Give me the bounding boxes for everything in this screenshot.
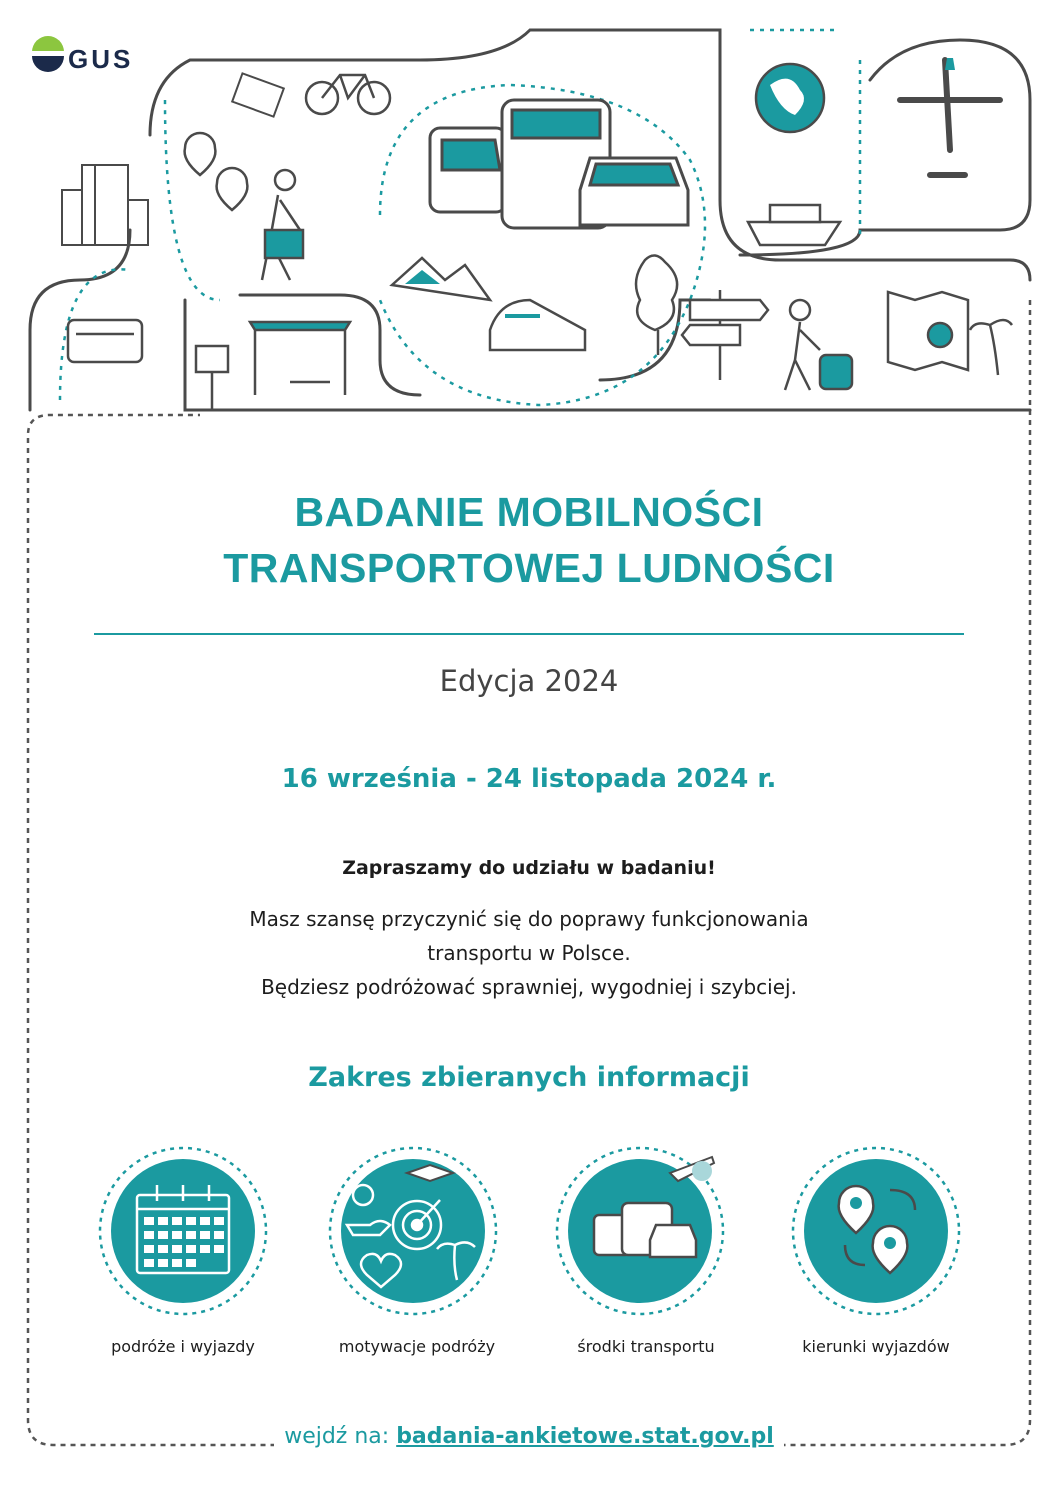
scope-heading: Zakres zbieranych informacji (308, 1062, 750, 1093)
topic-label-transport: środki transportu (577, 1337, 715, 1356)
invite-text: Zapraszamy do udziału w badaniu! (342, 857, 716, 879)
calendar-icon (97, 1145, 269, 1317)
intro-line: Będziesz podróżować sprawniej, wygodniej i szybciej. (261, 975, 797, 999)
intro-line: Masz szansę przyczynić się do poprawy funkcjonowania (249, 907, 809, 931)
survey-website-link[interactable]: badania-ankietowe.stat.gov.pl (396, 1424, 774, 1449)
footer (0, 1424, 1058, 1449)
title-line-2: TRANSPORTOWEJ LUDNOŚCI (223, 545, 835, 591)
vehicles-icon (552, 1145, 732, 1317)
title-line-1: BADANIE MOBILNOŚCI (294, 489, 764, 535)
transport-illustration (0, 0, 1058, 420)
footer-text (274, 1424, 784, 1449)
topic-label-directions: kierunki wyjazdów (802, 1337, 950, 1356)
target-icon (325, 1145, 505, 1317)
gus-logo (28, 34, 68, 82)
title-divider (94, 633, 964, 635)
topic-label-trips: podróże i wyjazdy (111, 1337, 255, 1356)
page-title (0, 484, 1058, 596)
map-pins-icon (790, 1145, 962, 1317)
gus-logo-text: GUS (68, 44, 134, 74)
footer-prefix: wejdź na: (284, 1424, 397, 1449)
edition-label: Edycja 2024 (439, 664, 619, 698)
intro-line: transportu w Polsce. (427, 941, 631, 965)
intro-paragraph (0, 902, 1058, 1004)
topic-label-motivations: motywacje podróży (338, 1337, 496, 1356)
survey-dates: 16 września - 24 listopada 2024 r. (281, 764, 777, 794)
